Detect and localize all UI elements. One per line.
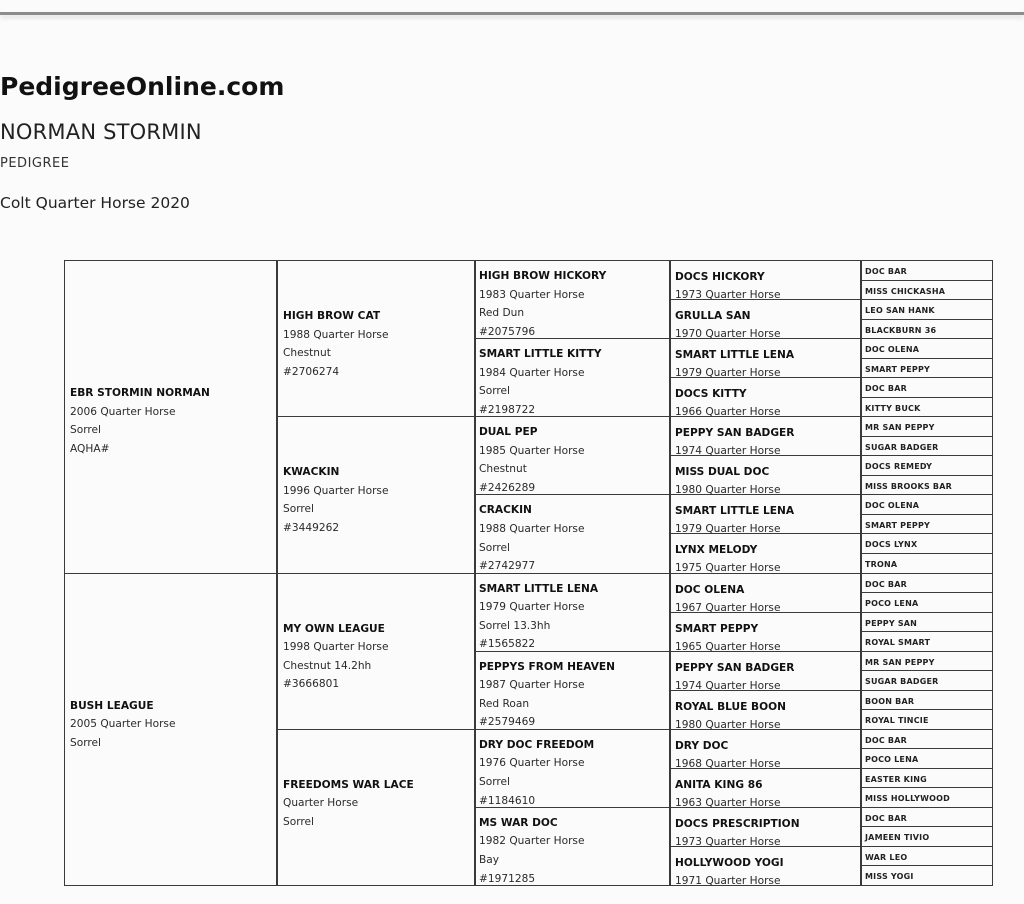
horse-detail: Sorrel	[479, 775, 510, 788]
gen4-ancestor-cell	[669, 533, 862, 573]
gen4-ancestor-cell	[669, 573, 862, 613]
horse-detail: DOC BAR	[865, 384, 907, 394]
gen5-ancestor-cell	[860, 690, 993, 711]
horse-name: LYNX MELODY	[675, 544, 758, 557]
horse-name: FREEDOMS WAR LACE	[283, 778, 414, 791]
horse-detail: LEO SAN HANK	[865, 306, 935, 316]
top-rule	[0, 12, 1024, 15]
horse-name: BUSH LEAGUE	[70, 699, 154, 712]
horse-detail: 1968 Quarter Horse	[675, 757, 781, 769]
horse-detail: 1980 Quarter Horse	[675, 718, 781, 730]
horse-detail: 1979 Quarter Horse	[675, 367, 781, 379]
horse-description: Colt Quarter Horse 2020	[0, 194, 190, 212]
horse-detail: DOC BAR	[865, 813, 907, 823]
horse-name: HIGH BROW HICKORY	[479, 270, 607, 282]
horse-detail: Bay	[479, 854, 500, 867]
gen5-ancestor-cell	[860, 455, 993, 476]
horse-detail: TRONA	[865, 559, 898, 569]
great-grandparent-cell	[474, 729, 671, 808]
horse-detail: DOC BAR	[865, 267, 907, 276]
horse-detail: #2579469	[479, 716, 536, 729]
grandparent-cell	[276, 729, 476, 886]
gen5-ancestor-cell	[860, 787, 993, 808]
horse-name: HOLLYWOOD YOGI	[675, 856, 784, 869]
horse-detail: Chestnut	[283, 347, 331, 360]
horse-detail: DOC OLENA	[865, 501, 920, 511]
great-grandparent-cell	[474, 338, 671, 417]
horse-detail: EASTER KING	[865, 774, 927, 784]
gen5-ancestor-cell	[860, 865, 993, 886]
horse-detail: Chestnut 14.2hh	[283, 659, 372, 672]
gen5-ancestor-cell	[860, 612, 993, 633]
gen5-ancestor-cell	[860, 377, 993, 398]
great-grandparent-cell	[474, 260, 671, 339]
horse-detail: 1974 Quarter Horse	[675, 679, 781, 691]
gen5-ancestor-cell	[860, 631, 993, 652]
horse-detail: BOON BAR	[865, 696, 915, 706]
document-type: PEDIGREE	[0, 156, 70, 171]
gen5-ancestor-cell	[860, 260, 993, 281]
horse-detail: MISS HOLLYWOOD	[865, 794, 950, 804]
horse-detail: SUGAR BADGER	[865, 442, 939, 452]
horse-detail: #2706274	[283, 365, 340, 378]
horse-detail: 1987 Quarter Horse	[479, 679, 585, 692]
horse-name: DRY DOC FREEDOM	[479, 738, 595, 751]
horse-detail: Sorrel	[70, 736, 101, 749]
horse-detail: DOCS LYNX	[865, 540, 918, 550]
gen4-ancestor-cell	[669, 768, 862, 808]
horse-name: ROYAL BLUE BOON	[675, 700, 787, 713]
gen4-ancestor-cell	[669, 338, 862, 378]
gen4-ancestor-cell	[669, 416, 862, 456]
horse-name: SMART LITTLE LENA	[675, 505, 795, 518]
horse-detail: Sorrel	[479, 541, 510, 554]
gen4-ancestor-cell	[669, 299, 862, 339]
horse-detail: 1982 Quarter Horse	[479, 835, 585, 848]
horse-name: EBR STORMIN NORMAN	[70, 387, 210, 399]
horse-name: SMART PEPPY	[675, 622, 759, 635]
horse-detail: WAR LEO	[865, 852, 908, 862]
horse-detail: MR SAN PEPPY	[865, 657, 935, 667]
horse-detail: DOC BAR	[865, 579, 907, 589]
horse-name: PEPPY SAN BADGER	[675, 661, 795, 674]
horse-detail: Chestnut	[479, 463, 527, 476]
horse-detail: ROYAL TINCIE	[865, 716, 929, 726]
great-grandparent-cell	[474, 416, 671, 495]
great-grandparent-cell	[474, 573, 671, 652]
horse-detail: #1184610	[479, 794, 536, 807]
horse-detail: SMART PEPPY	[865, 364, 931, 374]
horse-detail: POCO LENA	[865, 755, 919, 765]
gen4-ancestor-cell	[669, 807, 862, 847]
horse-name: SMART LITTLE KITTY	[479, 348, 602, 361]
horse-detail: #2426289	[479, 482, 536, 495]
gen4-ancestor-cell	[669, 377, 862, 417]
horse-name: CRACKIN	[479, 504, 532, 517]
horse-detail: #3666801	[283, 678, 340, 691]
gen5-ancestor-cell	[860, 729, 993, 750]
gen5-ancestor-cell	[860, 514, 993, 535]
horse-detail: 1979 Quarter Horse	[675, 523, 781, 535]
gen5-ancestor-cell	[860, 709, 993, 730]
gen5-ancestor-cell	[860, 416, 993, 437]
grandparent-cell	[276, 573, 476, 730]
horse-detail: 1998 Quarter Horse	[283, 641, 389, 654]
horse-name: HIGH BROW CAT	[283, 310, 381, 322]
horse-detail: 1973 Quarter Horse	[675, 289, 781, 301]
gen5-ancestor-cell	[860, 436, 993, 457]
horse-name: DOC OLENA	[675, 583, 745, 596]
gen5-ancestor-cell	[860, 319, 993, 340]
gen5-ancestor-cell	[860, 748, 993, 769]
gen4-ancestor-cell	[669, 455, 862, 495]
horse-name: ANITA KING 86	[675, 778, 763, 791]
horse-detail: 1965 Quarter Horse	[675, 640, 781, 652]
horse-detail: 1996 Quarter Horse	[283, 484, 389, 497]
horse-detail: DOC BAR	[865, 735, 907, 745]
great-grandparent-cell	[474, 651, 671, 730]
gen5-ancestor-cell	[860, 299, 993, 320]
horse-detail: 1963 Quarter Horse	[675, 796, 781, 808]
grandparent-cell	[276, 260, 476, 417]
gen5-ancestor-cell	[860, 807, 993, 828]
horse-detail: AQHA#	[70, 442, 110, 455]
horse-detail: POCO LENA	[865, 599, 919, 609]
horse-detail: 1983 Quarter Horse	[479, 288, 585, 301]
horse-detail: BLACKBURN 36	[865, 325, 937, 335]
horse-name: DRY DOC	[675, 739, 729, 752]
horse-detail: Quarter Horse	[283, 797, 359, 810]
horse-detail: Sorrel 13.3hh	[479, 619, 551, 632]
gen5-ancestor-cell	[860, 768, 993, 789]
horse-detail: 1988 Quarter Horse	[283, 328, 389, 341]
horse-detail: SUGAR BADGER	[865, 677, 939, 687]
gen5-ancestor-cell	[860, 826, 993, 847]
gen4-ancestor-cell	[669, 612, 862, 652]
horse-detail: #2198722	[479, 403, 536, 416]
horse-detail: 2006 Quarter Horse	[70, 405, 176, 418]
gen5-ancestor-cell	[860, 475, 993, 496]
great-grandparent-cell	[474, 807, 671, 886]
horse-name: SMART LITTLE LENA	[479, 582, 599, 595]
horse-detail: Sorrel	[479, 385, 510, 398]
horse-name: DUAL PEP	[479, 426, 538, 439]
horse-detail: 1966 Quarter Horse	[675, 406, 781, 418]
horse-detail: Red Dun	[479, 307, 525, 320]
gen5-ancestor-cell	[860, 573, 993, 594]
horse-detail: ROYAL SMART	[865, 638, 931, 648]
gen5-ancestor-cell	[860, 397, 993, 418]
gen5-ancestor-cell	[860, 280, 993, 301]
horse-detail: 1980 Quarter Horse	[675, 484, 781, 496]
gen5-ancestor-cell	[860, 846, 993, 867]
horse-detail: 1979 Quarter Horse	[479, 601, 585, 614]
gen4-ancestor-cell	[669, 729, 862, 769]
grandparent-cell	[276, 416, 476, 573]
gen4-ancestor-cell	[669, 260, 862, 300]
gen4-ancestor-cell	[669, 846, 862, 886]
gen5-ancestor-cell	[860, 592, 993, 613]
gen4-ancestor-cell	[669, 494, 862, 534]
horse-name: MISS DUAL DOC	[675, 466, 770, 479]
gen5-ancestor-cell	[860, 651, 993, 672]
horse-detail: #1565822	[479, 638, 536, 651]
dam-cell	[64, 573, 278, 887]
horse-detail: MR SAN PEPPY	[865, 423, 935, 433]
horse-detail: 1967 Quarter Horse	[675, 601, 781, 613]
horse-detail: Sorrel	[283, 503, 314, 516]
horse-detail: 1988 Quarter Horse	[479, 522, 585, 535]
horse-detail: 1974 Quarter Horse	[675, 445, 781, 457]
horse-detail: 1975 Quarter Horse	[675, 562, 781, 574]
horse-name: DOCS PRESCRIPTION	[675, 817, 800, 830]
horse-detail: JAMEEN TIVIO	[865, 833, 930, 843]
horse-detail: 2005 Quarter Horse	[70, 718, 176, 731]
horse-name: DOCS KITTY	[675, 388, 747, 401]
horse-detail: #1971285	[479, 872, 536, 885]
horse-detail: 1971 Quarter Horse	[675, 874, 781, 886]
horse-detail: MISS YOGI	[865, 872, 914, 882]
gen5-ancestor-cell	[860, 358, 993, 379]
horse-detail: 1984 Quarter Horse	[479, 366, 585, 379]
horse-detail: 1973 Quarter Horse	[675, 835, 781, 847]
horse-detail: DOCS REMEDY	[865, 462, 933, 472]
horse-detail: 1976 Quarter Horse	[479, 757, 585, 770]
horse-detail: #2742977	[479, 560, 536, 573]
sire-cell	[64, 260, 278, 574]
horse-detail: Sorrel	[283, 815, 314, 828]
gen5-ancestor-cell	[860, 553, 993, 574]
horse-name: DOCS HICKORY	[675, 271, 765, 283]
horse-name: SMART LITTLE LENA	[675, 349, 795, 362]
horse-name: MS WAR DOC	[479, 816, 558, 829]
horse-name: GRULLA SAN	[675, 310, 751, 323]
horse-detail: SMART PEPPY	[865, 520, 931, 530]
gen4-ancestor-cell	[669, 651, 862, 691]
gen5-ancestor-cell	[860, 494, 993, 515]
horse-detail: MISS CHICKASHA	[865, 286, 946, 296]
horse-detail: PEPPY SAN	[865, 618, 918, 628]
horse-detail: Sorrel	[70, 424, 101, 437]
horse-detail: #3449262	[283, 522, 340, 535]
horse-name: PEPPY SAN BADGER	[675, 427, 795, 440]
gen5-ancestor-cell	[860, 338, 993, 359]
horse-detail: 1985 Quarter Horse	[479, 444, 585, 457]
horse-detail: Red Roan	[479, 697, 530, 710]
gen5-ancestor-cell	[860, 670, 993, 691]
horse-detail: MISS BROOKS BAR	[865, 481, 952, 491]
horse-detail: KITTY BUCK	[865, 403, 921, 413]
horse-name: PEPPYS FROM HEAVEN	[479, 660, 616, 673]
site-title: PedigreeOnline.com	[0, 72, 285, 101]
horse-detail: 1970 Quarter Horse	[675, 328, 781, 340]
horse-name: MY OWN LEAGUE	[283, 622, 385, 635]
gen4-ancestor-cell	[669, 690, 862, 730]
gen5-ancestor-cell	[860, 533, 993, 554]
great-grandparent-cell	[474, 494, 671, 573]
horse-name: KWACKIN	[283, 466, 340, 479]
horse-title: NORMAN STORMIN	[0, 120, 202, 144]
horse-detail: #2075796	[479, 325, 536, 338]
horse-detail: DOC OLENA	[865, 345, 920, 355]
